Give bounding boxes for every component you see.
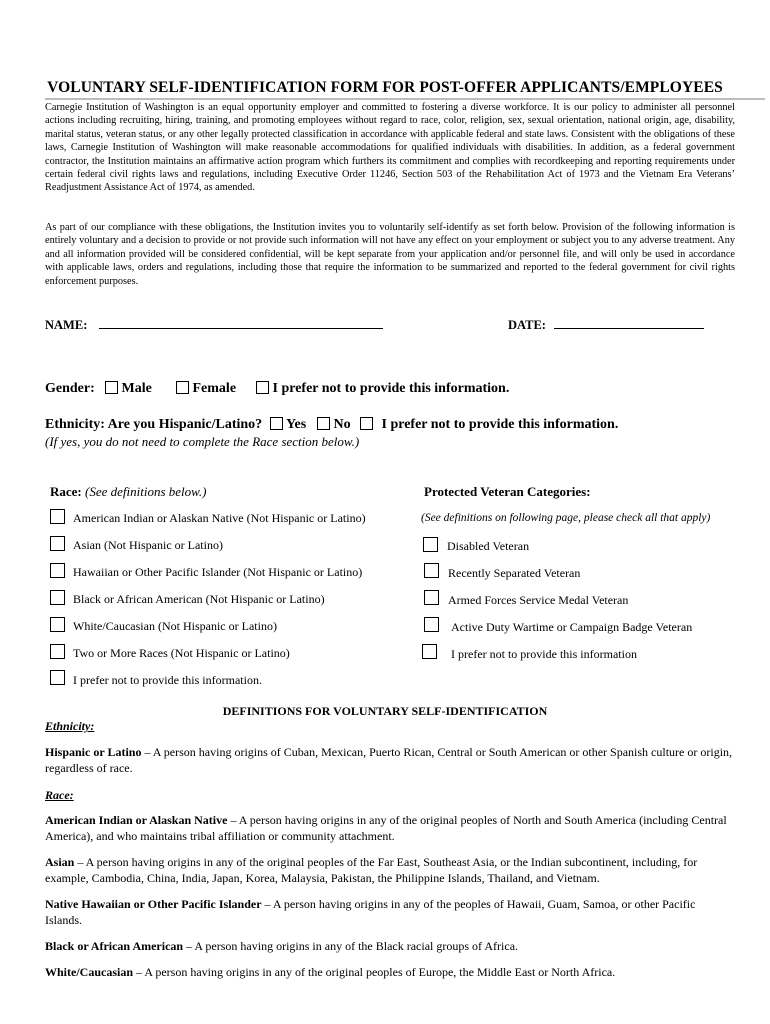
race-checkbox-asian[interactable] <box>50 536 65 551</box>
veteran-note: (See definitions on following page, please check all that apply) <box>421 512 711 524</box>
gender-male-label: Male <box>121 381 152 396</box>
veteran-option-recently-separated: Recently Separated Veteran <box>448 566 581 580</box>
race-definitions-heading: Race: <box>45 788 74 802</box>
name-row <box>45 316 383 334</box>
definition-text: – A person having origins in any of the peoples of Hawaii, Guam, Samoa, or other Pacific Islands. <box>45 897 696 927</box>
ethnicity-option-no[interactable] <box>317 417 351 433</box>
ethnicity-yes-label: Yes <box>285 417 307 432</box>
race-checkbox-american-indian[interactable] <box>50 509 65 524</box>
definition-hawaiian <box>45 896 735 928</box>
intro-paragraph-2: As part of our compliance with these obligations, the Institution invites you to voluntarily self-identify as set forth below. Provision of the following information is entirely voluntary and a decision to provide or not provide such information will not have any effect on your employment or subject you to any adverse treatment. Any and all information provided will be considered confidential, will be kept separate from your application and/or personnel file, and will only be used in accordance with applicable laws, orders and regulations, including those that require the information to be summarized and reported to the federal government for civil rights enforcement purposes. <box>45 222 735 287</box>
date-field[interactable] <box>554 316 704 329</box>
race-option-two-or-more: Two or More Races (Not Hispanic or Latino) <box>73 646 290 660</box>
definition-text: – A person having origins in any of the original peoples of North and South America (including Central America), and who maintains tribal affiliation or community attachment. <box>45 813 727 843</box>
ethnicity-yes-checkbox[interactable] <box>270 417 283 430</box>
race-checkbox-white[interactable] <box>50 617 65 632</box>
ethnicity-decline-label: I prefer not to provide this information. <box>381 417 619 432</box>
veteran-checkbox-service-medal[interactable] <box>424 590 439 605</box>
title-divider <box>45 98 765 100</box>
form-title: VOLUNTARY SELF-IDENTIFICATION FORM FOR POST-OFFER APPLICANTS/EMPLOYEES <box>47 79 723 96</box>
gender-label: Gender: <box>45 381 95 396</box>
date-label: DATE: <box>508 318 546 332</box>
race-option-asian: Asian (Not Hispanic or Latino) <box>73 538 223 552</box>
definition-white <box>45 964 735 980</box>
veteran-option-active-duty: Active Duty Wartime or Campaign Badge Veteran <box>451 620 693 634</box>
definition-term: American Indian or Alaskan Native <box>45 813 228 827</box>
gender-option-male[interactable] <box>105 381 152 397</box>
name-label: NAME: <box>45 318 88 332</box>
ethnicity-no-label: No <box>333 417 351 432</box>
race-checkbox-two-or-more[interactable] <box>50 644 65 659</box>
intro-paragraph-1: Carnegie Institution of Washington is an equal opportunity employer and committed to fostering a diverse workforce. It is our policy to administer all personnel actions including recruiting, hiring, training, and promoting employees without regard to race, color, religion, sex, sexual orientation, national origin, age, disability, marital status, veteran status, or any other legally protected classification in accordance with applicable federal and state laws. Consistent with the obligations of these laws, Carnegie Institution of Washington will make reasonable accommodations for qualified individuals with disabilities. In addition, as a federal government contractor, the Institution maintains an affirmative action program which furthers its commitment and complies with recordkeeping and reporting requirements under certain federal civil rights laws and regulations, including Executive Order 11246, Section 503 of the Rehabilitation Act of 1973 and the Vietnam Era Veterans’ Readjustment Assistance Act of 1974, as amended. <box>45 102 735 194</box>
veteran-option-decline: I prefer not to provide this information <box>451 647 637 661</box>
ethnicity-note: (If yes, you do not need to complete the Race section below.) <box>45 434 360 449</box>
gender-row <box>45 381 95 397</box>
veteran-checkbox-recently-separated[interactable] <box>424 563 439 578</box>
ethnicity-label: Ethnicity: Are you Hispanic/Latino? <box>45 417 263 432</box>
ethnicity-option-yes[interactable] <box>270 417 306 433</box>
definition-text: – A person having origins in any of the Black racial groups of Africa. <box>183 939 519 953</box>
race-option-white: White/Caucasian (Not Hispanic or Latino) <box>73 619 277 633</box>
definition-text: – A person having origins in any of the original peoples of the Far East, Southeast Asia, or the Indian subcontinent, including, for example, Cambodia, China, India, Japan, Korea, Malaysia, Pakistan, the Philippine Islands, Thailand, and Vietnam. <box>45 855 698 885</box>
ethnicity-decline-checkbox[interactable] <box>360 417 373 430</box>
race-option-hawaiian: Hawaiian or Other Pacific Islander (Not Hispanic or Latino) <box>73 565 363 579</box>
definition-asian <box>45 854 735 886</box>
ethnicity-option-decline[interactable] <box>360 417 618 433</box>
definition-term: White/Caucasian <box>45 965 134 979</box>
race-label: Race: <box>50 484 82 499</box>
race-checkbox-hawaiian[interactable] <box>50 563 65 578</box>
veteran-option-disabled: Disabled Veteran <box>447 539 530 553</box>
race-option-black: Black or African American (Not Hispanic or Latino) <box>73 592 325 606</box>
race-option-american-indian: American Indian or Alaskan Native (Not Hispanic or Latino) <box>73 511 366 525</box>
gender-decline-label: I prefer not to provide this information. <box>272 381 510 396</box>
race-checkbox-decline[interactable] <box>50 670 65 685</box>
gender-female-checkbox[interactable] <box>176 381 189 394</box>
date-row <box>508 316 704 334</box>
gender-male-checkbox[interactable] <box>105 381 118 394</box>
definition-term: Asian <box>45 855 75 869</box>
ethnicity-definitions-heading: Ethnicity: <box>45 719 95 733</box>
gender-decline-checkbox[interactable] <box>256 381 269 394</box>
definition-text: – A person having origins in any of the original peoples of Europe, the Middle East or North Africa. <box>133 965 616 979</box>
veteran-checkbox-decline[interactable] <box>422 644 437 659</box>
veteran-label: Protected Veteran Categories: <box>424 484 591 499</box>
race-checkbox-black[interactable] <box>50 590 65 605</box>
race-option-decline: I prefer not to provide this information. <box>73 673 262 687</box>
race-note: (See definitions below.) <box>85 484 207 499</box>
veteran-checkbox-disabled[interactable] <box>423 537 438 552</box>
ethnicity-no-checkbox[interactable] <box>317 417 330 430</box>
definition-hispanic-term: Hispanic or Latino <box>45 745 142 759</box>
definitions-heading: DEFINITIONS FOR VOLUNTARY SELF-IDENTIFICATION <box>222 704 548 718</box>
definition-term: Native Hawaiian or Other Pacific Islander <box>45 897 262 911</box>
definition-hispanic-text: – A person having origins of Cuban, Mexican, Puerto Rican, Central or South American or other Spanish culture or origin, regardless of race. <box>45 745 733 775</box>
race-header <box>50 484 206 500</box>
definition-hispanic <box>45 744 735 776</box>
gender-option-decline[interactable] <box>256 381 509 397</box>
veteran-checkbox-active-duty[interactable] <box>424 617 439 632</box>
definition-black <box>45 938 735 954</box>
veteran-option-service-medal: Armed Forces Service Medal Veteran <box>448 593 629 607</box>
name-field[interactable] <box>99 316 383 329</box>
definition-term: Black or African American <box>45 939 184 953</box>
definition-american-indian <box>45 812 735 844</box>
gender-option-female[interactable] <box>176 381 236 397</box>
gender-female-label: Female <box>192 381 237 396</box>
